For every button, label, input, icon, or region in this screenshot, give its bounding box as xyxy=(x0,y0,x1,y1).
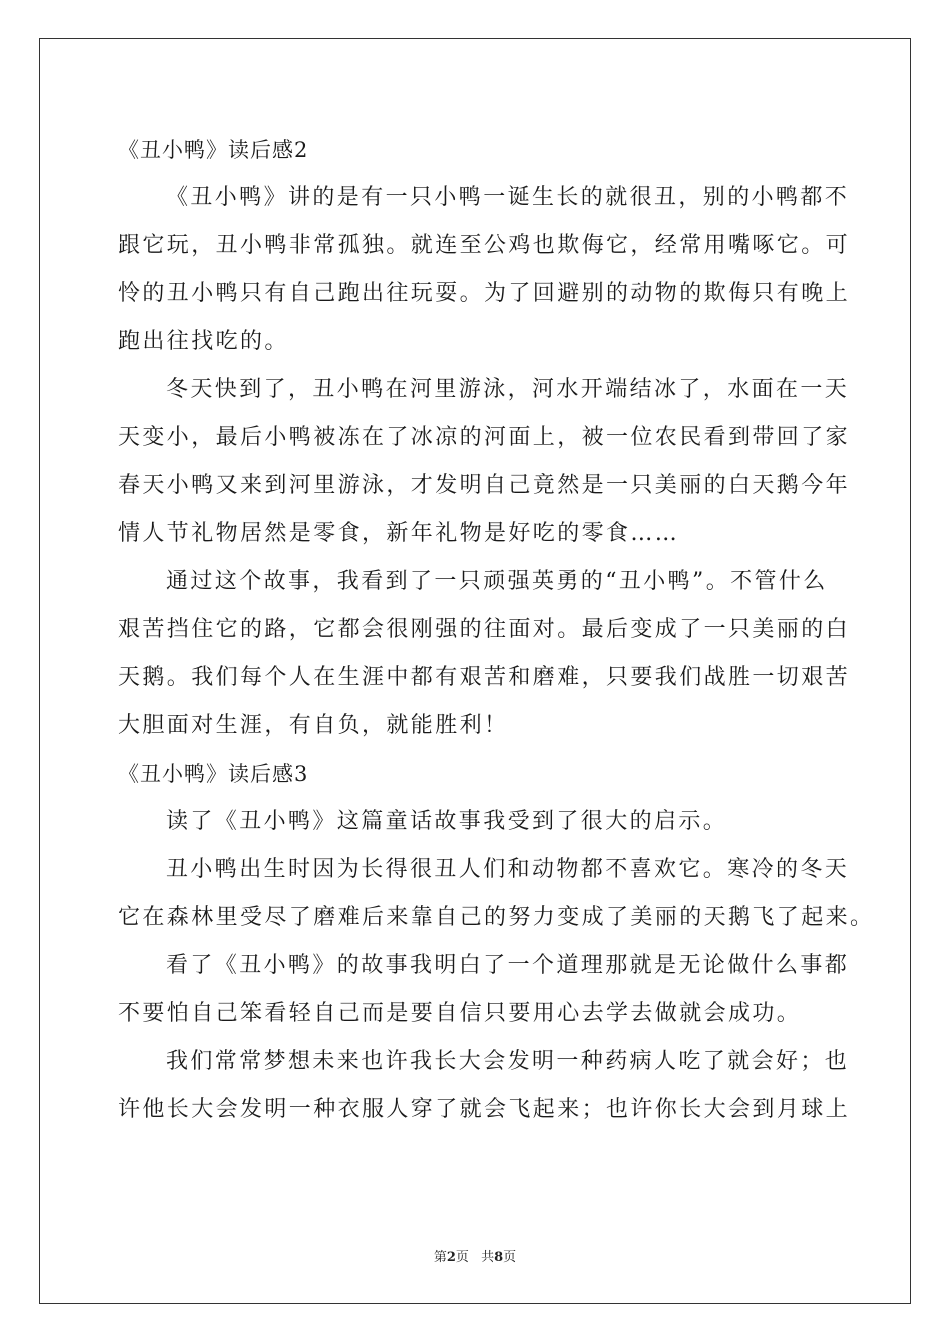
paragraph-line: 许他长大会发明一种衣服人穿了就会飞起来；也许你长大会到月球上 xyxy=(118,1097,851,1122)
paragraph-line: 丑小鸭出生时因为长得很丑人们和动物都不喜欢它。寒冷的冬天 xyxy=(166,857,850,882)
paragraph-line: 它在森林里受尽了磨难后来靠自己的努力变成了美丽的天鹅飞了起来。 xyxy=(118,905,875,930)
paragraph-line: 怜的丑小鸭只有自己跑出往玩耍。为了回避别的动物的欺侮只有晚上 xyxy=(118,281,851,306)
paragraph-line: 大胆面对生涯，有自负，就能胜利！ xyxy=(118,713,509,738)
paragraph-line: 读了《丑小鸭》这篇童话故事我受到了很大的启示。 xyxy=(166,809,728,834)
total-pages: 8 xyxy=(494,1250,504,1265)
page-indicator xyxy=(434,1250,469,1265)
total-suffix: 页 xyxy=(503,1250,517,1265)
paragraph-line: 天鹅。我们每个人在生涯中都有艰苦和磨难，只要我们战胜一切艰苦 xyxy=(118,665,851,690)
paragraph-line: 冬天快到了，丑小鸭在河里游泳，河水开端结冰了，水面在一天 xyxy=(166,377,850,402)
paragraph-line: 我们常常梦想未来也许我长大会发明一种药病人吃了就会好；也 xyxy=(166,1049,850,1074)
paragraph-line: 艰苦挡住它的路，它都会很刚强的往面对。最后变成了一只美丽的白 xyxy=(118,617,851,642)
paragraph-line: 《丑小鸭》讲的是有一只小鸭一诞生长的就很丑，别的小鸭都不 xyxy=(166,185,850,210)
paragraph-line: 情人节礼物居然是零食，新年礼物是好吃的零食…… xyxy=(118,521,680,546)
paragraph-line: 春天小鸭又来到河里游泳，才发明自己竟然是一只美丽的白天鹅今年 xyxy=(118,473,851,498)
total-indicator xyxy=(481,1250,516,1265)
page-footer xyxy=(0,1246,950,1265)
document-body xyxy=(118,126,875,1134)
section-heading: 《丑小鸭》读后感2 xyxy=(118,138,309,162)
paragraph-line: 跑出往找吃的。 xyxy=(118,329,289,354)
paragraph-line: 跟它玩，丑小鸭非常孤独。就连至公鸡也欺侮它，经常用嘴啄它。可 xyxy=(118,233,851,258)
section-heading: 《丑小鸭》读后感3 xyxy=(118,762,309,786)
total-prefix: 共 xyxy=(481,1250,495,1265)
paragraph-line: 通过这个故事，我看到了一只顽强英勇的“丑小鸭”。不管什么 xyxy=(166,569,828,594)
page-prefix: 第 xyxy=(433,1250,447,1265)
page-number: 2 xyxy=(446,1250,456,1265)
paragraph-line: 天变小，最后小鸭被冻在了冰凉的河面上，被一位农民看到带回了家 xyxy=(118,425,851,450)
page-suffix: 页 xyxy=(455,1250,469,1265)
paragraph-line: 不要怕自己笨看轻自己而是要自信只要用心去学去做就会成功。 xyxy=(118,1001,802,1026)
paragraph-line: 看了《丑小鸭》的故事我明白了一个道理那就是无论做什么事都 xyxy=(166,953,850,978)
